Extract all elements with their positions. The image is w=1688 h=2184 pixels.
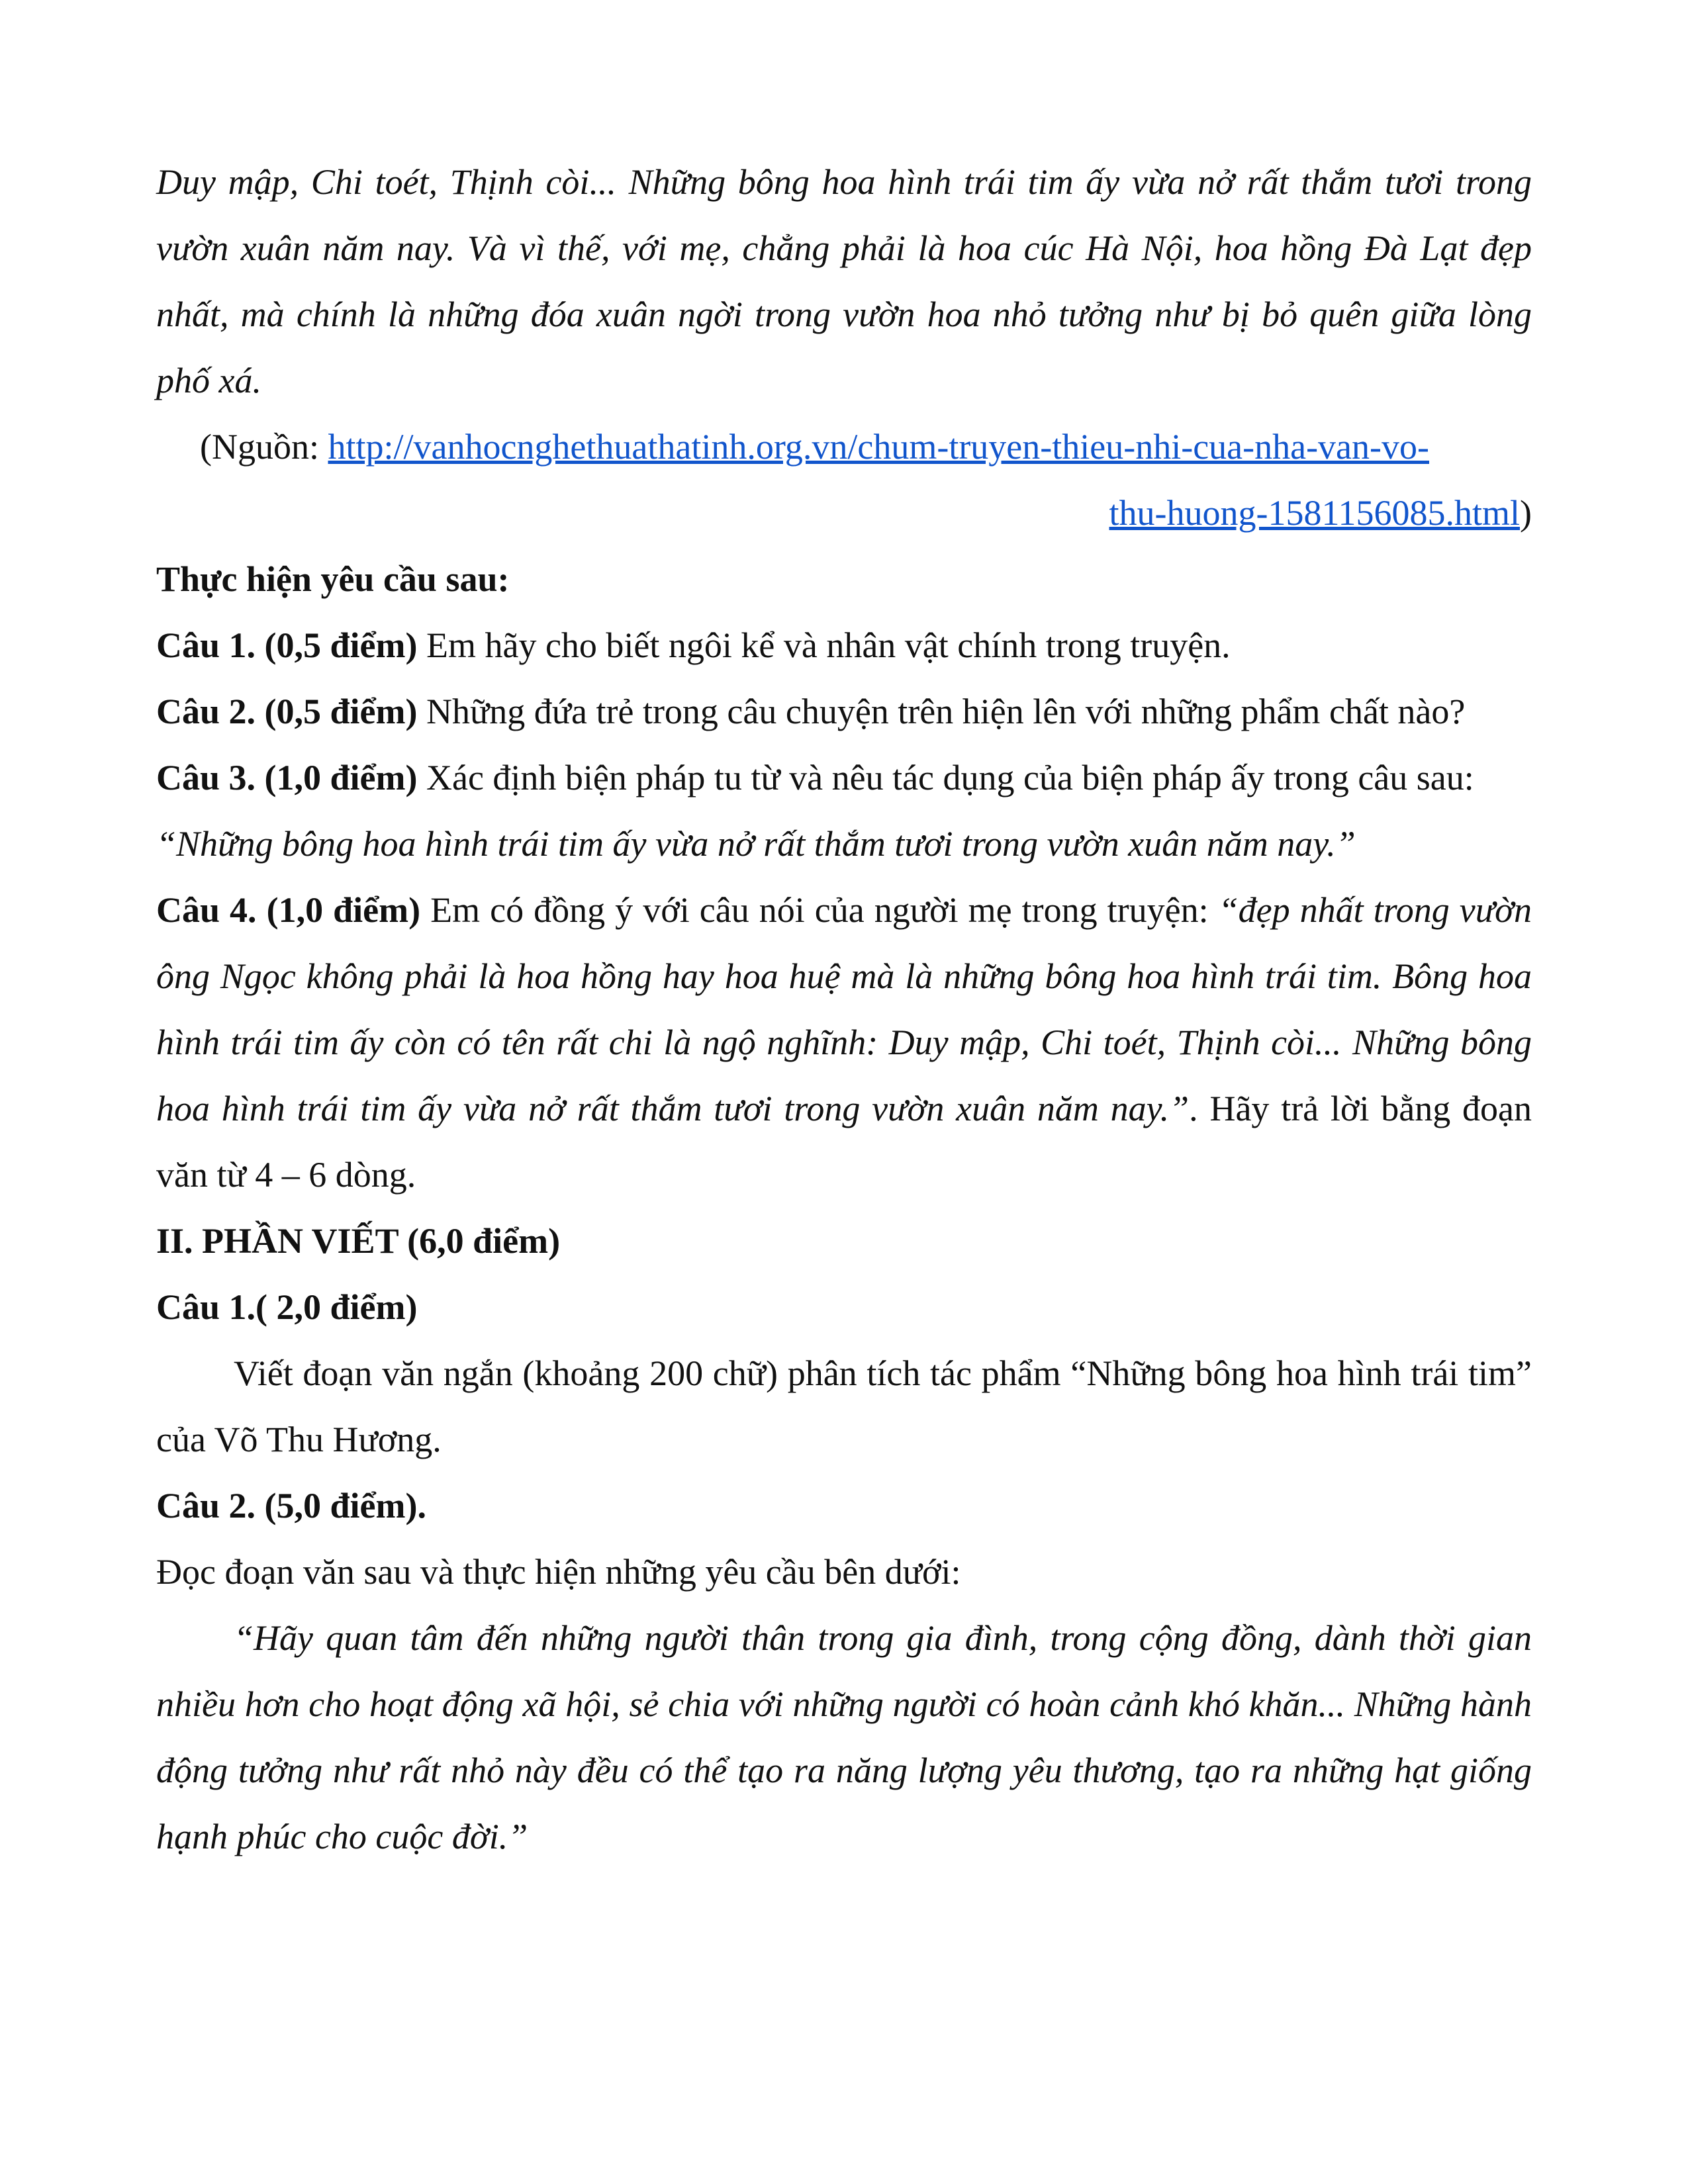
question-1-label: Câu 1. (0,5 điểm) [156,625,418,665]
writing-question-1-label: Câu 1.( 2,0 điểm) [156,1287,418,1327]
source-link-part1[interactable]: http://vanhocnghethuathatinh.org.vn/chum-truyen-thieu-nhi-cua-nha-van-vo- [328,427,1429,467]
writing-question-2-label: Câu 2. (5,0 điểm). [156,1486,426,1525]
writing-section-heading: II. PHẦN VIẾT (6,0 điểm) [156,1221,561,1261]
question-2-text: Những đứa trẻ trong câu chuyện trên hiện lên với những phẩm chất nào? [417,692,1466,731]
question-1-text: Em hãy cho biết ngôi kể và nhân vật chính trong truyện. [417,625,1231,665]
source-citation-cont [156,480,1532,546]
tasks-heading: Thực hiện yêu cầu sau: [156,559,510,599]
question-2-label: Câu 2. (0,5 điểm) [156,692,418,731]
question-1 [156,612,1532,678]
question-3-quote: “Những bông hoa hình trái tim ấy vừa nở rất thắm tươi trong vườn xuân năm nay.” [156,824,1356,864]
question-4 [156,877,1532,1208]
writing-question-1-text: Viết đoạn văn ngắn (khoảng 200 chữ) phân tích tác phẩm “Những bông hoa hình trái tim” của Võ Thu Hương. [156,1353,1532,1459]
writing-question-2-quote: “Hãy quan tâm đến những người thân trong gia đình, trong cộng đồng, dành thời gian nhiều hơn cho hoạt động xã hội, sẻ chia với những người có hoàn cảnh khó khăn... Những hành động tưởng như rất nhỏ này đều có thể tạo ra năng lượng yêu thương, tạo ra những hạt giống hạnh phúc cho cuộc đời.” [156,1618,1532,1856]
source-suffix: ) [1520,493,1532,533]
question-3 [156,745,1532,811]
story-excerpt: Duy mập, Chi toét, Thịnh còi... Những bông hoa hình trái tim ấy vừa nở rất thắm tươi trong vườn xuân năm nay. Và vì thế, với mẹ, chẳng phải là hoa cúc Hà Nội, hoa hồng Đà Lạt đẹp nhất, mà chính là những đóa xuân ngời trong vườn hoa nhỏ tưởng như bị bỏ quên giữa lòng phố xá. [156,162,1532,400]
question-3-text: Xác định biện pháp tu từ và nêu tác dụng của biện pháp ấy trong câu sau: [417,758,1474,797]
writing-question-2-instruction: Đọc đoạn văn sau và thực hiện những yêu cầu bên dưới: [156,1552,961,1592]
document-page [156,149,1532,1870]
question-2 [156,678,1532,745]
question-3-label: Câu 3. (1,0 điểm) [156,758,418,797]
question-4-tail: . Hãy trả lời bằng đoạn văn từ 4 – 6 dòng. [156,1089,1532,1195]
question-4-text: Em có đồng ý với câu nói của người mẹ trong truyện: [420,890,1219,930]
source-citation [156,414,1532,480]
source-link-part2[interactable]: thu-huong-1581156085.html [1109,493,1521,533]
question-4-label: Câu 4. (1,0 điểm) [156,890,421,930]
source-prefix: (Nguồn: [200,427,328,467]
question-4-quote: “đẹp nhất trong vườn ông Ngọc không phải là hoa hồng hay hoa huệ mà là những bông hoa hình trái tim. Bông hoa hình trái tim ấy còn có tên rất chi là ngộ nghĩnh: Duy mập, Chi toét, Thịnh còi... Những bông hoa hình trái tim ấy vừa nở rất thắm tươi trong vườn xuân năm nay.” [156,890,1532,1128]
